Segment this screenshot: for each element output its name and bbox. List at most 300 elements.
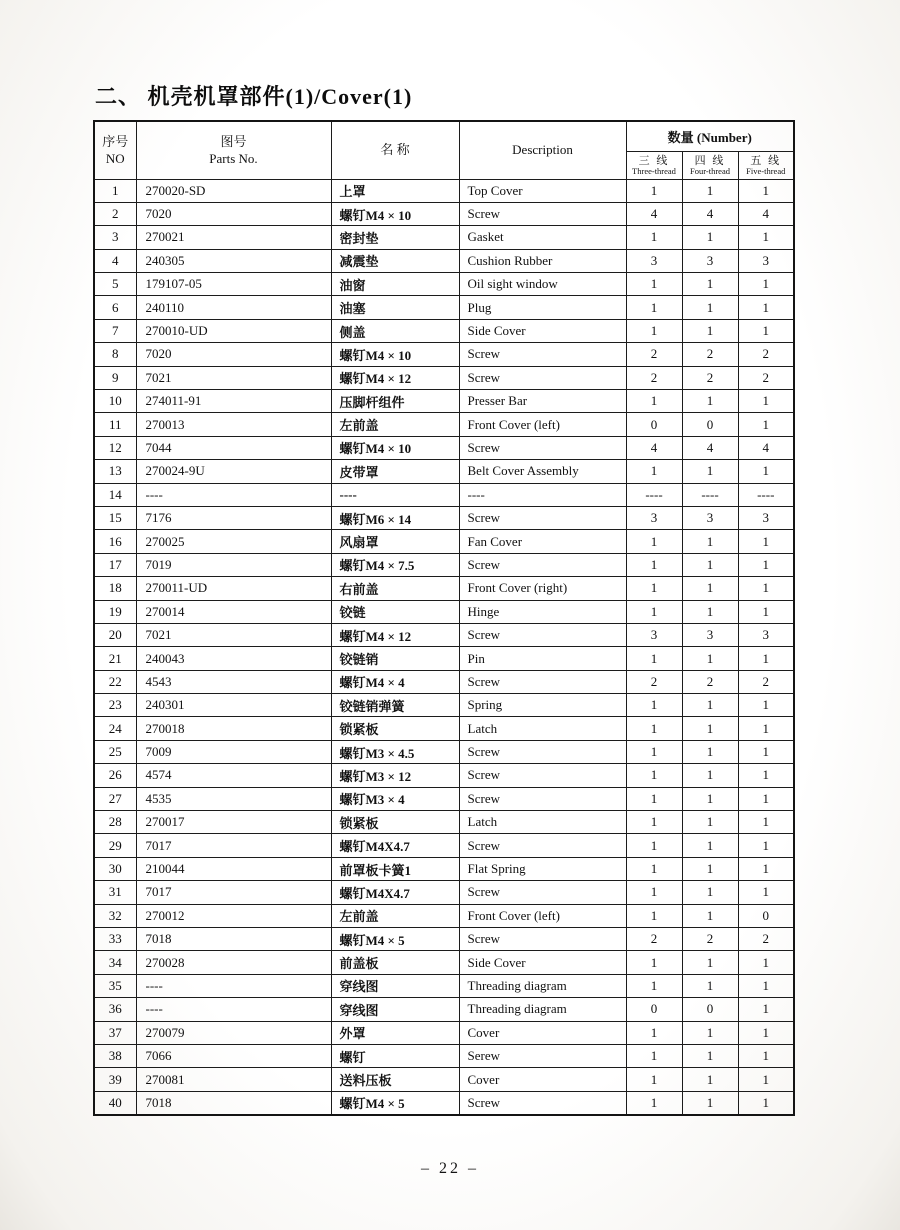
row-description: Cover: [459, 1068, 626, 1091]
row-qty-five-thread: 3: [738, 623, 794, 646]
row-no: 35: [94, 974, 136, 997]
table-row: [94, 787, 794, 810]
row-parts-no: 7066: [136, 1044, 331, 1067]
row-name: 外罩: [331, 1021, 459, 1044]
row-qty-five-thread: 4: [738, 436, 794, 459]
row-qty-five-thread: 1: [738, 881, 794, 904]
header-five-thread-zh: 五 线: [750, 154, 782, 167]
row-no: 31: [94, 881, 136, 904]
table-row: [94, 577, 794, 600]
row-name: 螺钉M4 × 12: [331, 623, 459, 646]
row-name: 螺钉M4X4.7: [331, 881, 459, 904]
row-qty-five-thread: 1: [738, 413, 794, 436]
row-qty-five-thread: 1: [738, 319, 794, 342]
row-qty-four-thread: 3: [682, 623, 738, 646]
row-qty-four-thread: 2: [682, 366, 738, 389]
row-qty-five-thread: 1: [738, 1091, 794, 1114]
row-name: 密封垫: [331, 226, 459, 249]
parts-table: [93, 120, 795, 1116]
row-qty-three-thread: 4: [626, 436, 682, 459]
row-qty-four-thread: 0: [682, 998, 738, 1021]
table-row: [94, 1091, 794, 1114]
table-row: [94, 273, 794, 296]
table-row: [94, 179, 794, 202]
row-name: 穿线图: [331, 998, 459, 1021]
row-qty-five-thread: 3: [738, 249, 794, 272]
row-parts-no: ----: [136, 483, 331, 506]
table-row: [94, 834, 794, 857]
row-qty-three-thread: 1: [626, 179, 682, 202]
row-no: 32: [94, 904, 136, 927]
row-name: 螺钉M4X4.7: [331, 834, 459, 857]
row-name: 螺钉M4 × 10: [331, 343, 459, 366]
header-five-thread: [738, 151, 794, 179]
row-description: Latch: [459, 717, 626, 740]
row-qty-three-thread: 1: [626, 553, 682, 576]
row-no: 1: [94, 179, 136, 202]
table-row: [94, 670, 794, 693]
row-parts-no: 7021: [136, 366, 331, 389]
row-no: 40: [94, 1091, 136, 1114]
row-parts-no: 7017: [136, 881, 331, 904]
row-qty-five-thread: 2: [738, 928, 794, 951]
row-name: 风扇罩: [331, 530, 459, 553]
row-no: 25: [94, 740, 136, 763]
row-name: 螺钉M3 × 4.5: [331, 740, 459, 763]
row-name: 前盖板: [331, 951, 459, 974]
row-qty-five-thread: 2: [738, 670, 794, 693]
row-parts-no: 7017: [136, 834, 331, 857]
row-name: 螺钉M4 × 4: [331, 670, 459, 693]
row-qty-five-thread: 1: [738, 694, 794, 717]
row-qty-four-thread: 1: [682, 460, 738, 483]
row-qty-five-thread: 1: [738, 951, 794, 974]
row-description: Cover: [459, 1021, 626, 1044]
row-qty-three-thread: 1: [626, 834, 682, 857]
header-three-thread: [626, 151, 682, 179]
row-description: Screw: [459, 506, 626, 529]
row-name: 压脚杆组件: [331, 390, 459, 413]
row-no: 22: [94, 670, 136, 693]
row-description: Gasket: [459, 226, 626, 249]
row-parts-no: 240301: [136, 694, 331, 717]
row-qty-three-thread: 3: [626, 506, 682, 529]
table-row: [94, 647, 794, 670]
row-qty-three-thread: 2: [626, 670, 682, 693]
row-name: 左前盖: [331, 413, 459, 436]
row-qty-five-thread: 1: [738, 717, 794, 740]
row-no: 37: [94, 1021, 136, 1044]
row-parts-no: 7009: [136, 740, 331, 763]
row-description: Front Cover (right): [459, 577, 626, 600]
row-qty-three-thread: 2: [626, 366, 682, 389]
row-name: 铰链销: [331, 647, 459, 670]
row-qty-five-thread: 4: [738, 202, 794, 225]
row-qty-three-thread: 1: [626, 1021, 682, 1044]
row-name: 前罩板卡簧1: [331, 857, 459, 880]
table-row: [94, 460, 794, 483]
row-description: Hinge: [459, 600, 626, 623]
row-description: Screw: [459, 834, 626, 857]
table-row: [94, 483, 794, 506]
row-no: 34: [94, 951, 136, 974]
row-parts-no: 7021: [136, 623, 331, 646]
row-parts-no: 270079: [136, 1021, 331, 1044]
row-name: 螺钉M4 × 5: [331, 928, 459, 951]
row-qty-three-thread: 1: [626, 951, 682, 974]
table-row: [94, 951, 794, 974]
row-description: Side Cover: [459, 319, 626, 342]
row-parts-no: 7019: [136, 553, 331, 576]
row-description: Cushion Rubber: [459, 249, 626, 272]
row-qty-four-thread: 1: [682, 834, 738, 857]
row-name: 左前盖: [331, 904, 459, 927]
row-name: 送料压板: [331, 1068, 459, 1091]
table-row: [94, 366, 794, 389]
table-row: [94, 226, 794, 249]
row-no: 15: [94, 506, 136, 529]
table-row: [94, 600, 794, 623]
row-name: 螺钉M4 × 12: [331, 366, 459, 389]
row-no: 5: [94, 273, 136, 296]
row-qty-three-thread: 0: [626, 413, 682, 436]
row-no: 9: [94, 366, 136, 389]
row-qty-four-thread: 1: [682, 1068, 738, 1091]
table-row: [94, 202, 794, 225]
row-parts-no: 270017: [136, 811, 331, 834]
row-description: Oil sight window: [459, 273, 626, 296]
table-row: [94, 857, 794, 880]
row-qty-four-thread: 1: [682, 577, 738, 600]
row-qty-five-thread: 1: [738, 811, 794, 834]
header-no-en: NO: [105, 151, 125, 167]
row-description: Screw: [459, 202, 626, 225]
row-name: 右前盖: [331, 577, 459, 600]
row-qty-five-thread: 1: [738, 647, 794, 670]
row-qty-four-thread: 2: [682, 928, 738, 951]
row-parts-no: 7018: [136, 928, 331, 951]
row-name: 锁紧板: [331, 717, 459, 740]
row-qty-four-thread: 1: [682, 787, 738, 810]
row-description: Screw: [459, 436, 626, 459]
table-row: [94, 998, 794, 1021]
row-qty-three-thread: 1: [626, 764, 682, 787]
row-qty-four-thread: 1: [682, 296, 738, 319]
table-row: [94, 881, 794, 904]
row-parts-no: 179107-05: [136, 273, 331, 296]
row-qty-three-thread: 0: [626, 998, 682, 1021]
row-qty-four-thread: 1: [682, 951, 738, 974]
header-parts-en: Parts No.: [209, 151, 258, 167]
row-no: 18: [94, 577, 136, 600]
row-qty-three-thread: 1: [626, 530, 682, 553]
row-no: 7: [94, 319, 136, 342]
row-no: 2: [94, 202, 136, 225]
row-no: 3: [94, 226, 136, 249]
table-row: [94, 740, 794, 763]
header-four-thread-en: Four-thread: [690, 165, 730, 176]
row-no: 10: [94, 390, 136, 413]
row-parts-no: 270028: [136, 951, 331, 974]
row-no: 12: [94, 436, 136, 459]
row-qty-three-thread: 1: [626, 600, 682, 623]
header-parts-no: [136, 121, 331, 179]
row-qty-three-thread: 1: [626, 694, 682, 717]
table-row: [94, 811, 794, 834]
row-qty-four-thread: 1: [682, 857, 738, 880]
row-description: Screw: [459, 881, 626, 904]
row-qty-three-thread: 1: [626, 904, 682, 927]
row-no: 11: [94, 413, 136, 436]
row-parts-no: 270018: [136, 717, 331, 740]
row-qty-four-thread: 1: [682, 319, 738, 342]
header-description: Description: [459, 121, 626, 179]
row-description: Screw: [459, 740, 626, 763]
row-qty-three-thread: 1: [626, 811, 682, 834]
page-number: – 22 –: [421, 1160, 479, 1177]
row-name: 油窗: [331, 273, 459, 296]
row-qty-five-thread: 3: [738, 506, 794, 529]
row-qty-three-thread: 3: [626, 249, 682, 272]
row-description: Screw: [459, 553, 626, 576]
row-parts-no: 270010-UD: [136, 319, 331, 342]
row-qty-four-thread: 3: [682, 506, 738, 529]
row-description: ----: [459, 483, 626, 506]
row-qty-three-thread: 1: [626, 1091, 682, 1114]
row-qty-three-thread: 1: [626, 740, 682, 763]
row-description: Fan Cover: [459, 530, 626, 553]
row-qty-five-thread: 1: [738, 974, 794, 997]
header-no-zh: 序号: [102, 133, 129, 149]
table-row: [94, 390, 794, 413]
row-description: Front Cover (left): [459, 413, 626, 436]
row-name: 穿线图: [331, 974, 459, 997]
row-description: Threading diagram: [459, 998, 626, 1021]
row-qty-four-thread: 3: [682, 249, 738, 272]
row-description: Top Cover: [459, 179, 626, 202]
row-parts-no: 4535: [136, 787, 331, 810]
row-qty-four-thread: 1: [682, 904, 738, 927]
row-parts-no: 240110: [136, 296, 331, 319]
header-four-thread-zh: 四 线: [694, 154, 726, 167]
row-qty-three-thread: 2: [626, 343, 682, 366]
row-name: 侧盖: [331, 319, 459, 342]
row-name: 螺钉M3 × 4: [331, 787, 459, 810]
header-name: 名 称: [331, 121, 459, 179]
row-qty-five-thread: 1: [738, 764, 794, 787]
row-parts-no: 7044: [136, 436, 331, 459]
row-qty-five-thread: 1: [738, 273, 794, 296]
row-qty-four-thread: 1: [682, 647, 738, 670]
row-qty-three-thread: 1: [626, 787, 682, 810]
table-row: [94, 553, 794, 576]
row-description: Belt Cover Assembly: [459, 460, 626, 483]
row-description: Flat Spring: [459, 857, 626, 880]
row-qty-five-thread: 1: [738, 834, 794, 857]
row-qty-four-thread: 1: [682, 1091, 738, 1114]
row-qty-three-thread: 1: [626, 881, 682, 904]
row-no: 36: [94, 998, 136, 1021]
row-no: 13: [94, 460, 136, 483]
row-description: Presser Bar: [459, 390, 626, 413]
row-parts-no: 240043: [136, 647, 331, 670]
row-qty-three-thread: 1: [626, 1044, 682, 1067]
row-qty-four-thread: 1: [682, 694, 738, 717]
row-no: 28: [94, 811, 136, 834]
row-qty-five-thread: 1: [738, 1044, 794, 1067]
row-parts-no: 270014: [136, 600, 331, 623]
header-number-group: 数量 (Number): [626, 121, 794, 151]
row-description: Plug: [459, 296, 626, 319]
row-name: 螺钉M3 × 12: [331, 764, 459, 787]
row-qty-four-thread: ----: [682, 483, 738, 506]
row-parts-no: 240305: [136, 249, 331, 272]
table-row: [94, 764, 794, 787]
row-qty-four-thread: 1: [682, 179, 738, 202]
row-no: 16: [94, 530, 136, 553]
row-qty-three-thread: 1: [626, 319, 682, 342]
row-no: 21: [94, 647, 136, 670]
row-qty-five-thread: 1: [738, 296, 794, 319]
header-four-thread: [682, 151, 738, 179]
row-description: Screw: [459, 670, 626, 693]
row-qty-three-thread: 1: [626, 1068, 682, 1091]
row-qty-five-thread: 1: [738, 998, 794, 1021]
row-qty-five-thread: 1: [738, 553, 794, 576]
row-name: 铰链销弹簧: [331, 694, 459, 717]
row-parts-no: 270024-9U: [136, 460, 331, 483]
row-parts-no: 210044: [136, 857, 331, 880]
row-no: 26: [94, 764, 136, 787]
row-qty-four-thread: 2: [682, 670, 738, 693]
row-qty-five-thread: 1: [738, 179, 794, 202]
row-parts-no: ----: [136, 974, 331, 997]
row-qty-three-thread: 4: [626, 202, 682, 225]
table-row: [94, 974, 794, 997]
table-row: [94, 413, 794, 436]
row-parts-no: 7176: [136, 506, 331, 529]
row-qty-five-thread: 1: [738, 460, 794, 483]
row-qty-four-thread: 1: [682, 600, 738, 623]
row-qty-three-thread: 1: [626, 717, 682, 740]
row-name: 油塞: [331, 296, 459, 319]
row-name: 螺钉M6 × 14: [331, 506, 459, 529]
row-description: Screw: [459, 366, 626, 389]
row-description: Spring: [459, 694, 626, 717]
row-qty-five-thread: 0: [738, 904, 794, 927]
table-row: [94, 1068, 794, 1091]
table-row: [94, 296, 794, 319]
row-no: 24: [94, 717, 136, 740]
table-row: [94, 343, 794, 366]
row-qty-five-thread: 1: [738, 787, 794, 810]
row-qty-four-thread: 2: [682, 343, 738, 366]
row-parts-no: 7020: [136, 202, 331, 225]
row-parts-no: 270013: [136, 413, 331, 436]
row-qty-three-thread: 1: [626, 226, 682, 249]
row-no: 19: [94, 600, 136, 623]
row-description: Serew: [459, 1044, 626, 1067]
row-qty-five-thread: 1: [738, 226, 794, 249]
table-row: [94, 904, 794, 927]
row-qty-five-thread: 1: [738, 600, 794, 623]
row-name: 螺钉: [331, 1044, 459, 1067]
row-description: Front Cover (left): [459, 904, 626, 927]
row-qty-five-thread: 1: [738, 530, 794, 553]
row-parts-no: 7018: [136, 1091, 331, 1114]
header-three-thread-zh: 三 线: [638, 154, 670, 167]
row-qty-four-thread: 1: [682, 390, 738, 413]
row-name: 上罩: [331, 179, 459, 202]
row-name: 皮带罩: [331, 460, 459, 483]
row-description: Screw: [459, 787, 626, 810]
table-row: [94, 623, 794, 646]
row-qty-four-thread: 1: [682, 811, 738, 834]
row-parts-no: 7020: [136, 343, 331, 366]
table-row: [94, 249, 794, 272]
header-no: [94, 121, 136, 179]
row-description: Side Cover: [459, 951, 626, 974]
table-row: [94, 1021, 794, 1044]
row-parts-no: 270020-SD: [136, 179, 331, 202]
row-description: Pin: [459, 647, 626, 670]
row-qty-five-thread: 1: [738, 1021, 794, 1044]
header-parts-zh: 图号: [220, 133, 247, 149]
row-no: 23: [94, 694, 136, 717]
row-no: 8: [94, 343, 136, 366]
row-qty-four-thread: 1: [682, 974, 738, 997]
row-qty-three-thread: 3: [626, 623, 682, 646]
row-qty-five-thread: 1: [738, 1068, 794, 1091]
row-description: Screw: [459, 343, 626, 366]
row-qty-three-thread: 1: [626, 857, 682, 880]
row-qty-three-thread: 2: [626, 928, 682, 951]
row-qty-four-thread: 1: [682, 717, 738, 740]
row-no: 39: [94, 1068, 136, 1091]
row-parts-no: 270081: [136, 1068, 331, 1091]
row-description: Latch: [459, 811, 626, 834]
header-five-thread-en: Five-thread: [746, 165, 786, 176]
row-qty-five-thread: 1: [738, 577, 794, 600]
row-qty-four-thread: 1: [682, 1021, 738, 1044]
row-qty-four-thread: 1: [682, 1044, 738, 1067]
row-parts-no: 274011-91: [136, 390, 331, 413]
table-row: [94, 319, 794, 342]
row-name: ----: [331, 483, 459, 506]
table-row: [94, 506, 794, 529]
row-name: 铰链: [331, 600, 459, 623]
row-no: 17: [94, 553, 136, 576]
row-qty-three-thread: 1: [626, 460, 682, 483]
parts-table-body: [94, 179, 794, 1115]
row-qty-four-thread: 0: [682, 413, 738, 436]
row-qty-five-thread: 1: [738, 390, 794, 413]
row-description: Screw: [459, 764, 626, 787]
row-description: Screw: [459, 623, 626, 646]
page-title: 二、 机壳机罩部件(1)/Cover(1): [95, 84, 413, 109]
row-parts-no: ----: [136, 998, 331, 1021]
table-row: [94, 1044, 794, 1067]
row-qty-five-thread: 2: [738, 343, 794, 366]
row-qty-three-thread: 1: [626, 296, 682, 319]
row-qty-four-thread: 1: [682, 881, 738, 904]
row-parts-no: 270012: [136, 904, 331, 927]
row-parts-no: 270011-UD: [136, 577, 331, 600]
parts-table-header: [94, 121, 794, 179]
row-qty-three-thread: ----: [626, 483, 682, 506]
row-qty-four-thread: 1: [682, 764, 738, 787]
row-parts-no: 4543: [136, 670, 331, 693]
